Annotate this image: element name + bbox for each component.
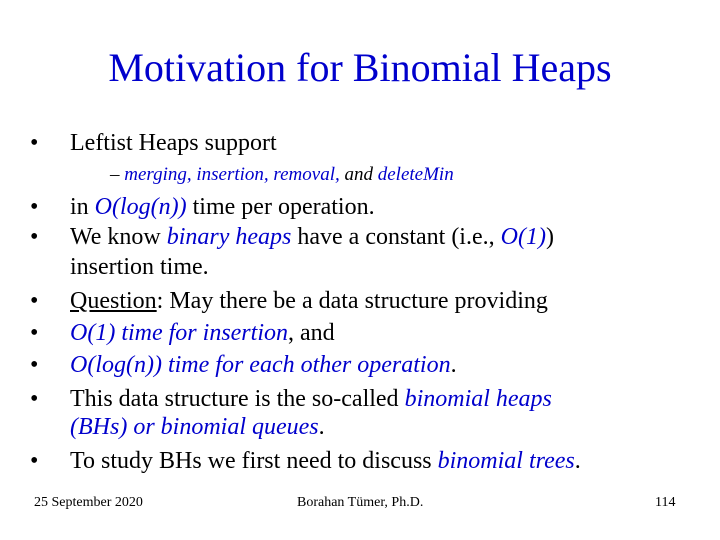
sub-text-deletemin: deleteMin <box>377 164 454 185</box>
bullet-marker: • <box>30 130 39 156</box>
bullet-marker: • <box>30 386 39 412</box>
bullet-marker: • <box>30 194 39 220</box>
bullet-text: Leftist Heaps support <box>70 130 277 156</box>
bullet-marker: • <box>30 352 39 378</box>
bullet-marker: • <box>30 224 39 250</box>
sub-bullet-operations <box>110 163 454 187</box>
slide-title: Motivation for Binomial Heaps <box>108 45 612 90</box>
bullet-marker: • <box>30 320 39 346</box>
footer-author: Borahan Tümer, Ph.D. <box>297 495 424 510</box>
bullet-text: O(1) time for insertion, and <box>70 320 335 346</box>
sub-text-and: and <box>344 164 373 185</box>
bullet-text: This data structure is the so-called binomial heaps <box>70 386 552 412</box>
bullet-marker: • <box>30 448 39 474</box>
bullet-marker: • <box>30 288 39 314</box>
bullet-text: insertion time. <box>70 254 209 280</box>
bullet-text: To study BHs we first need to discuss binomial trees. <box>70 448 581 474</box>
footer-date: 25 September 2020 <box>34 495 143 510</box>
bullet-text: O(log(n)) time for each other operation. <box>70 352 457 378</box>
bullet-text: (BHs) or binomial queues. <box>70 414 325 440</box>
sub-text-operations: merging, insertion, removal, <box>124 164 340 185</box>
bullet-text: We know binary heaps have a constant (i.e., O(1)) <box>70 224 554 250</box>
bullet-text: in O(log(n)) time per operation. <box>70 194 375 220</box>
footer-page-number: 114 <box>655 495 676 510</box>
sub-bullet-dash: – <box>110 164 120 185</box>
bullet-text: Question: May there be a data structure providing <box>70 288 548 314</box>
